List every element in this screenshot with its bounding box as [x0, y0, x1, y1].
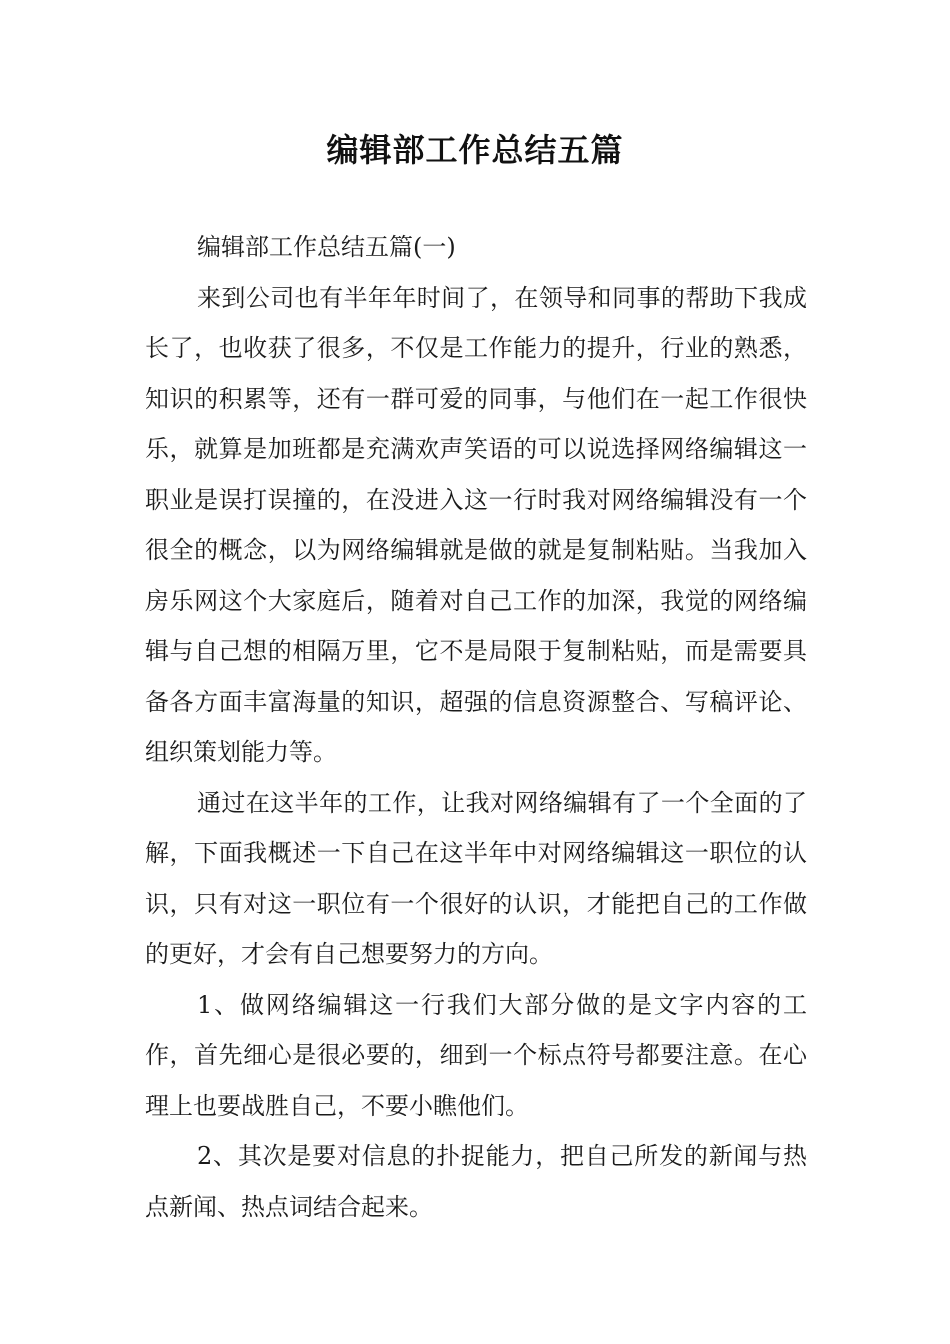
paragraph: 1、做网络编辑这一行我们大部分做的是文字内容的工作，首先细心是很必要的，细到一个标点符号都要注意。在心理上也要战胜自己，不要小瞧他们。 [145, 990, 807, 1120]
paragraph: 2、其次是要对信息的扑捉能力，把自己所发的新闻与热点新闻、热点词结合起来。 [145, 1142, 807, 1221]
paragraph: 通过在这半年的工作，让我对网络编辑有了一个全面的了解，下面我概述一下自己在这半年中对网络编辑这一职位的认识，只有对这一职位有一个很好的认识，才能把自己的工作做的更好，才会有自己想要努力的方向。 [145, 788, 807, 968]
document-title: 编辑部工作总结五篇 [326, 131, 624, 169]
section-heading: 编辑部工作总结五篇(一) [197, 233, 456, 261]
paragraph: 来到公司也有半年年时间了，在领导和同事的帮助下我成长了，也收获了很多，不仅是工作能力的提升，行业的熟悉，知识的积累等，还有一群可爱的同事，与他们在一起工作很快乐，就算是加班都是充满欢声笑语的可以说选择网络编辑这一职业是误打误撞的，在没进入这一行时我对网络编辑没有一个很全的概念，以为网络编辑就是做的就是复制粘贴。当我加入房乐网这个大家庭后，随着对自己工作的加深，我觉的网络编辑与自己想的相隔万里，它不是局限于复制粘贴，而是需要具备各方面丰富海量的知识，超强的信息资源整合、写稿评论、组织策划能力等。 [145, 283, 807, 766]
document-body [145, 222, 807, 1232]
